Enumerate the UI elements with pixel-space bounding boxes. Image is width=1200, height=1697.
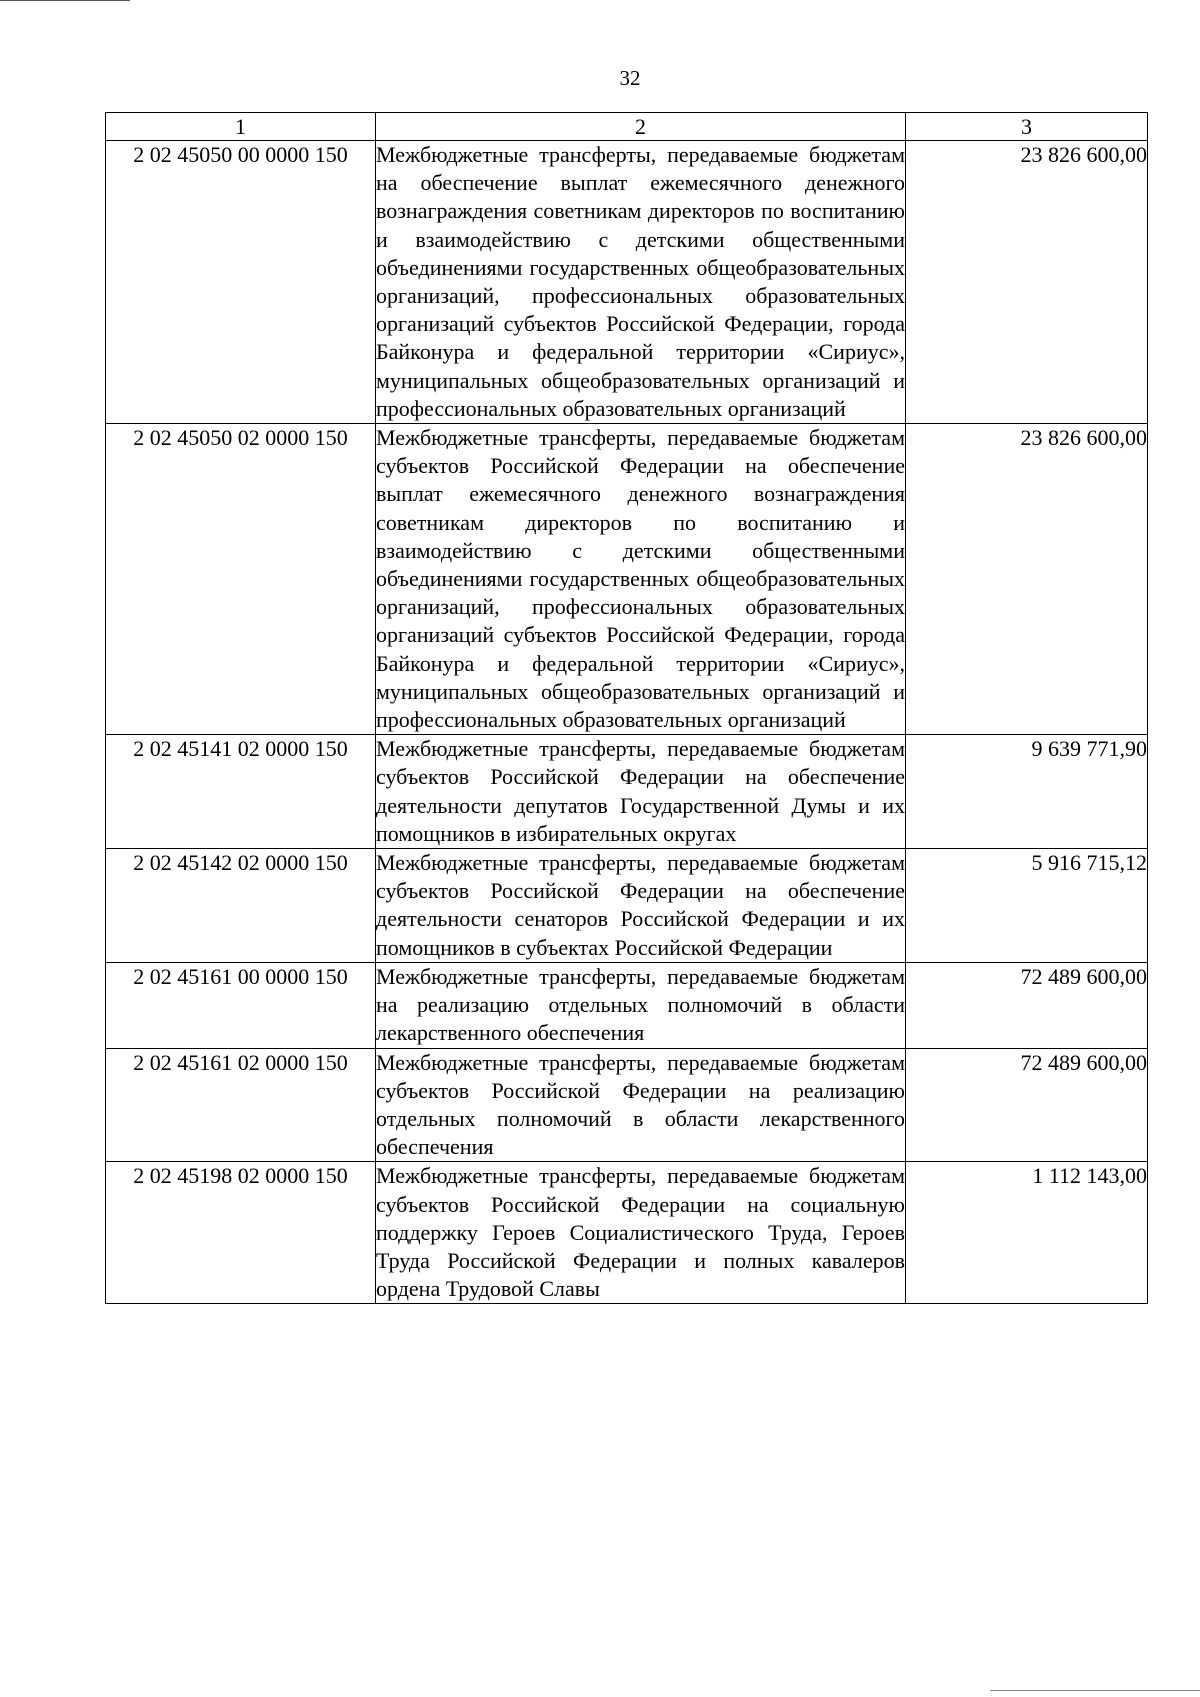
page-number: 32 bbox=[619, 66, 641, 90]
row-description: Межбюджетные трансферты, передаваемые бюджетам на обеспечение выплат ежемесячного денежного вознаграждения советникам директоров по воспитанию и взаимодействию с детскими общественными объединениями государственных общеобразовательных организаций, профессиональных образовательных организаций субъектов Российской Федерации, города Байконура и федеральной территории «Сириус», муниципальных общеобразовательных организаций и профессиональных образовательных организаций bbox=[376, 141, 906, 424]
row-code: 2 02 45050 02 0000 150 bbox=[106, 424, 376, 735]
column-header-amount: 3 bbox=[906, 113, 1148, 141]
table-row bbox=[106, 141, 1148, 424]
row-description: Межбюджетные трансферты, передаваемые бюджетам на реализацию отдельных полномочий в области лекарственного обеспечения bbox=[376, 962, 906, 1048]
table-header-row bbox=[106, 113, 1148, 141]
row-amount: 23 826 600,00 bbox=[906, 424, 1148, 735]
row-code: 2 02 45142 02 0000 150 bbox=[106, 849, 376, 963]
table-row bbox=[106, 962, 1148, 1048]
row-amount: 23 826 600,00 bbox=[906, 141, 1148, 424]
scan-edge-line-bottom-right bbox=[990, 1690, 1200, 1691]
row-description: Межбюджетные трансферты, передаваемые бюджетам субъектов Российской Федерации на обеспечение деятельности депутатов Государственной Думы и их помощников в избирательных округах bbox=[376, 735, 906, 849]
table-row bbox=[106, 1162, 1148, 1304]
table-row bbox=[106, 424, 1148, 735]
row-amount: 5 916 715,12 bbox=[906, 849, 1148, 963]
row-amount: 72 489 600,00 bbox=[906, 962, 1148, 1048]
column-header-description: 2 bbox=[376, 113, 906, 141]
column-header-code: 1 bbox=[106, 113, 376, 141]
row-code: 2 02 45198 02 0000 150 bbox=[106, 1162, 376, 1304]
row-description: Межбюджетные трансферты, передаваемые бюджетам субъектов Российской Федерации на реализацию отдельных полномочий в области лекарственного обеспечения bbox=[376, 1048, 906, 1162]
row-description: Межбюджетные трансферты, передаваемые бюджетам субъектов Российской Федерации на обеспечение деятельности сенаторов Российской Федерации и их помощников в субъектах Российской Федерации bbox=[376, 849, 906, 963]
table-row bbox=[106, 735, 1148, 849]
scan-edge-line-top-left bbox=[0, 0, 130, 1]
table-row bbox=[106, 1048, 1148, 1162]
row-amount: 72 489 600,00 bbox=[906, 1048, 1148, 1162]
row-amount: 1 112 143,00 bbox=[906, 1162, 1148, 1304]
row-code: 2 02 45141 02 0000 150 bbox=[106, 735, 376, 849]
row-description: Межбюджетные трансферты, передаваемые бюджетам субъектов Российской Федерации на социальную поддержку Героев Социалистического Труда, Героев Труда Российской Федерации и полных кавалеров ордена Трудовой Славы bbox=[376, 1162, 906, 1304]
budget-table bbox=[105, 112, 1148, 1304]
table-row bbox=[106, 849, 1148, 963]
row-description: Межбюджетные трансферты, передаваемые бюджетам субъектов Российской Федерации на обеспечение выплат ежемесячного денежного вознаграждения советникам директоров по воспитанию и взаимодействию с детскими общественными объединениями государственных общеобразовательных организаций, профессиональных образовательных организаций субъектов Российской Федерации, города Байконура и федеральной территории «Сириус», муниципальных общеобразовательных организаций и профессиональных образовательных организаций bbox=[376, 424, 906, 735]
row-code: 2 02 45050 00 0000 150 bbox=[106, 141, 376, 424]
row-code: 2 02 45161 02 0000 150 bbox=[106, 1048, 376, 1162]
row-amount: 9 639 771,90 bbox=[906, 735, 1148, 849]
row-code: 2 02 45161 00 0000 150 bbox=[106, 962, 376, 1048]
